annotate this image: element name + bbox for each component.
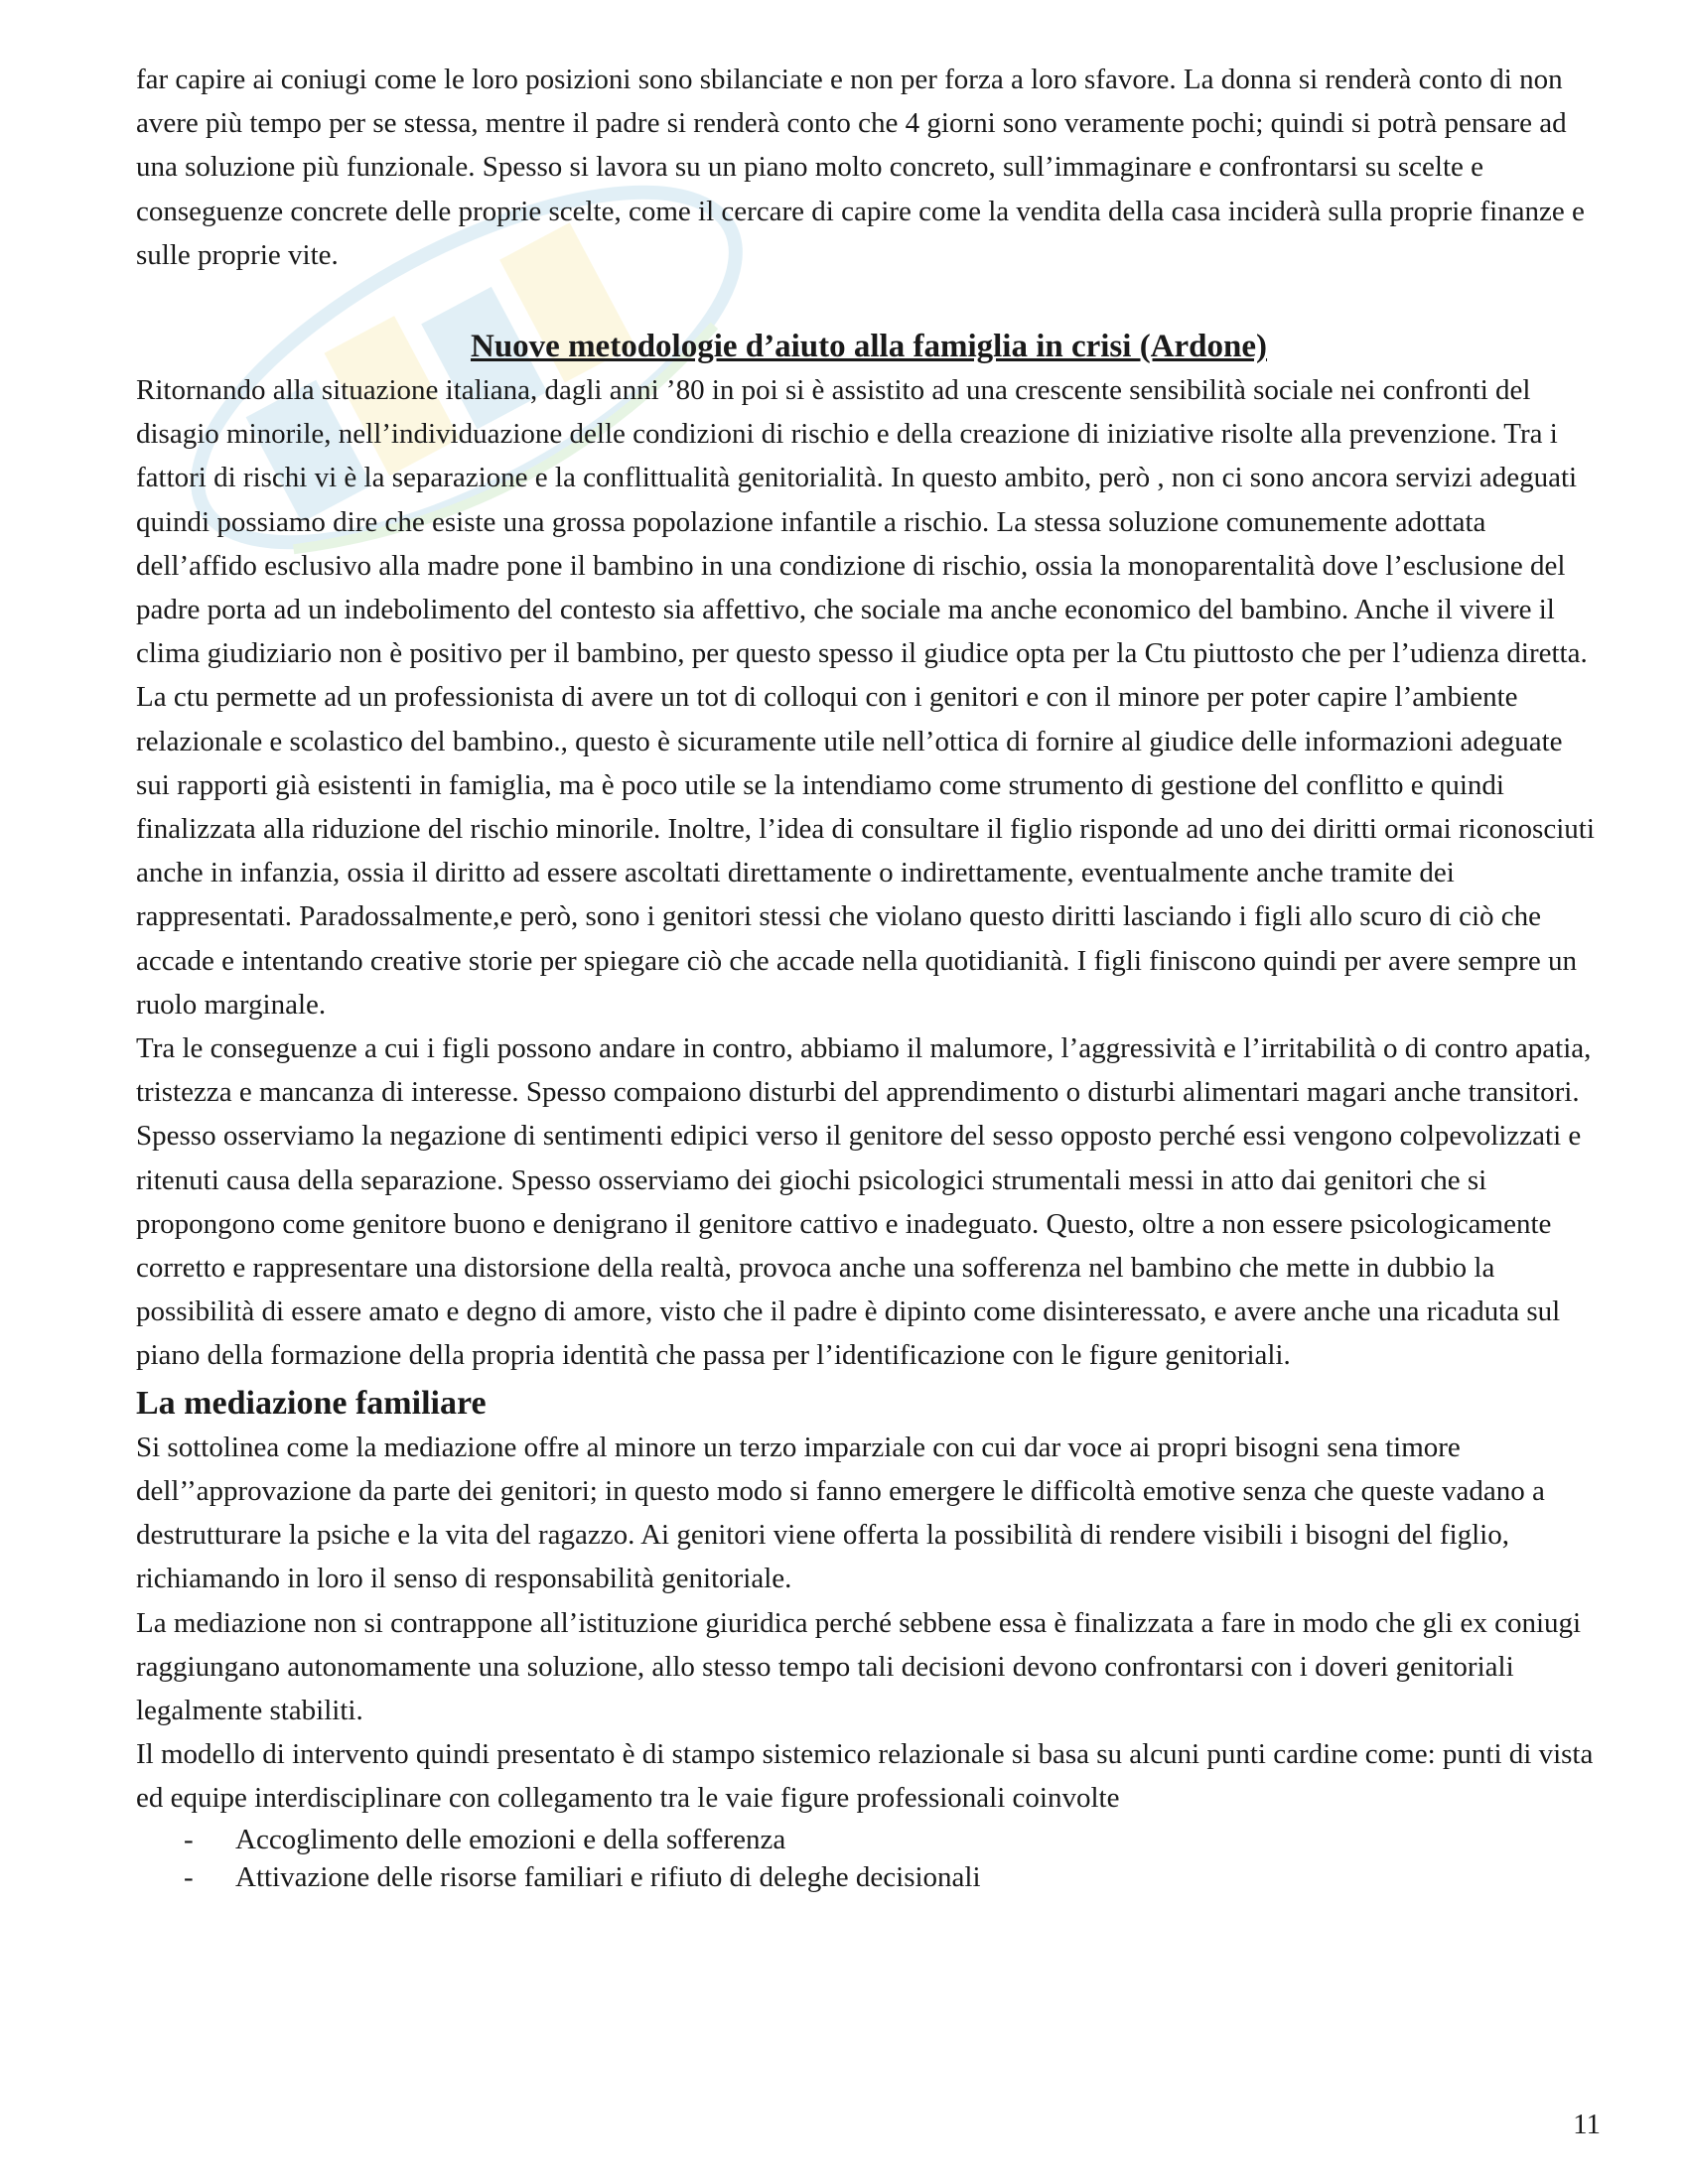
document-page	[136, 58, 1602, 1896]
dash-list	[136, 1821, 1602, 1896]
subsection-paragraph: La mediazione non si contrappone all’istituzione giuridica perché sebbene essa è finalizzata a fare in modo che gli ex coniugi raggiungano autonomamente una soluzione, allo stesso tempo tali decisioni devono confrontarsi con i doveri genitoriali legalmente stabiliti.	[136, 1606, 1582, 1726]
section-title: Nuove metodologie d’aiuto alla famiglia in crisi (Ardone)	[470, 329, 1268, 365]
subsection-paragraph: Si sottolinea come la mediazione offre al minore un terzo imparziale con cui dar voce ai propri bisogni sena timore dell’’approvazione da parte dei genitori; in questo modo si fanno emergere le difficoltà emotive senza che queste vadano a destrutturare la psiche e la vita del ragazzo. Ai genitori viene offerta la possibilità di rendere visibili i bisogni del figlio, richiamando in loro il senso di responsabilità genitoriale.	[136, 1431, 1545, 1595]
subsection-title: La mediazione familiare	[136, 1384, 487, 1422]
page-number: 11	[1573, 2109, 1601, 2140]
list-item-text: Attivazione delle risorse familiari e rifiuto di deleghe decisionali	[235, 1860, 981, 1893]
list-item	[136, 1821, 1602, 1858]
list-item	[136, 1858, 1602, 1896]
list-marker: -	[184, 1823, 194, 1855]
section-paragraph: Ritornando alla situazione italiana, dagli anni ’80 in poi si è assistito ad una crescente sensibilità sociale nei confronti del disagio minorile, nell’individuazione delle condizioni di rischio e della creazione di iniziative risolte alla prevenzione. Tra i fattori di rischi vi è la separazione e la conflittualità genitorialità. In questo ambito, però , non ci sono ancora servizi adeguati quindi possiamo dire che esiste una grossa popolazione infantile a rischio. La stessa soluzione comunemente adottata dell’affido esclusivo alla madre pone il bambino in una condizione di rischio, ossia la monoparentalità dove l’esclusione del padre porta ad un indebolimento del contesto sia affettivo, che sociale ma anche economico del bambino. Anche il vivere il clima giudiziario non è positivo per il bambino, per questo spesso il giudice opta per la Ctu piuttosto che per l’udienza diretta. La ctu permette ad un professionista di avere un tot di colloqui con i genitori e con il minore per poter capire l’ambiente relazionale e scolastico del bambino., questo è sicuramente utile nell’ottica di fornire al giudice delle informazioni adeguate sui rapporti già esistenti in famiglia, ma è poco utile se la intendiamo come strumento di gestione del conflitto e quindi finalizzata alla riduzione del rischio minorile. Inoltre, l’idea di consultare il figlio risponde ad uno dei diritti ormai riconosciuti anche in infanzia, ossia il diritto ad essere ascoltati direttamente o indirettamente, eventualmente anche tramite dei rappresentati. Paradossalmente,e però, sono i genitori stessi che violano questo diritti lasciando i figli allo scuro di ciò che accade e intentando creative storie per spiegare ciò che accade nella quotidianità. I figli finiscono quindi per avere sempre un ruolo marginale.	[136, 374, 1595, 1021]
list-marker: -	[184, 1860, 194, 1893]
section-paragraph: Tra le conseguenze a cui i figli possono andare in contro, abbiamo il malumore, l’aggressività e l’irritabilità o di contro apatia, tristezza e mancanza di interesse. Spesso compaiono disturbi del apprendimento o disturbi alimentari magari anche transitori. Spesso osserviamo la negazione di sentimenti edipici verso il genitore del sesso opposto perché essi vengono colpevolizzati e ritenuti causa della separazione. Spesso osserviamo dei giochi psicologici strumentali messi in atto dai genitori che si propongono come genitore buono e denigrano il genitore cattivo e inadeguato. Questo, oltre a non essere psicologicamente corretto e rappresentare una distorsione della realtà, provoca anche una sofferenza nel bambino che mette in dubbio la possibilità di essere amato e degno di amore, visto che il padre è dipinto come disinteressato, e avere anche una ricaduta sul piano della formazione della propria identità che passa per l’identificazione con le figure genitoriali.	[136, 1032, 1592, 1372]
intro-paragraph: far capire ai coniugi come le loro posizioni sono sbilanciate e non per forza a loro sfavore. La donna si renderà conto di non avere più tempo per se stessa, mentre il padre si renderà conto che 4 giorni sono veramente pochi; quindi si potrà pensare ad una soluzione più funzionale. Spesso si lavora su un piano molto concreto, sull’immaginare e confrontarsi su scelte e conseguenze concrete delle proprie scelte, come il cercare di capire come la vendita della casa inciderà sulla proprie finanze e sulle proprie vite.	[136, 64, 1585, 271]
list-item-text: Accoglimento delle emozioni e della sofferenza	[235, 1823, 786, 1855]
subsection-paragraph: Il modello di intervento quindi presentato è di stampo sistemico relazionale si basa su alcuni punti cardine come: punti di vista ed equipe interdisciplinare con collegamento tra le vaie figure professionali coinvolte	[136, 1738, 1594, 1815]
